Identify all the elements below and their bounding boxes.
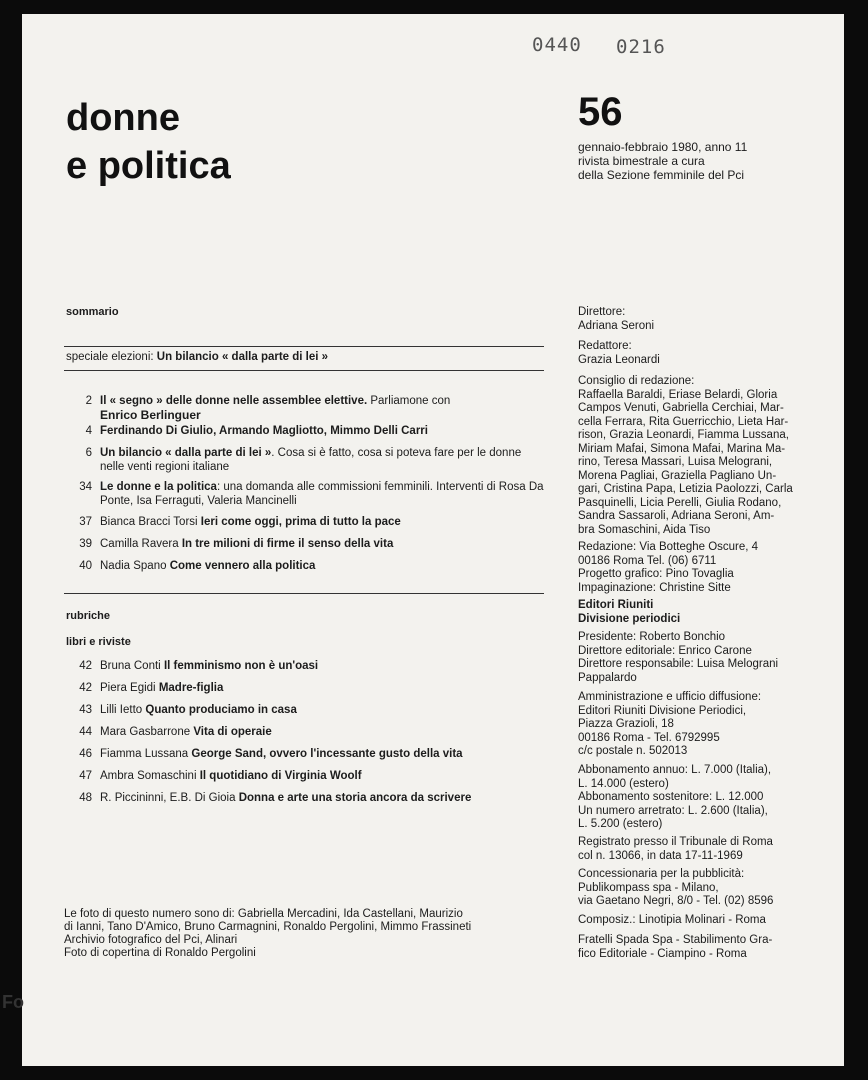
pubblicita-block <box>578 868 842 909</box>
photo-credits <box>64 908 554 960</box>
toc-desc: Parliamone con <box>367 395 451 407</box>
toc-page: 4 <box>85 425 92 437</box>
consiglio-line: gari, Cristina Papa, Letizia Paolozzi, Carla <box>578 483 793 495</box>
consiglio-block <box>578 375 842 537</box>
consiglio-line: Pasquinelli, Licia Perelli, Giulia Rodano, <box>578 496 782 509</box>
toc-page: 2 <box>85 395 92 407</box>
toc-item <box>62 446 546 474</box>
amministrazione-line: 00186 Roma - Tel. 6792995 <box>578 731 720 744</box>
editore-line: Editori Riuniti <box>578 599 654 611</box>
abbonamento-line: Un numero arretrato: L. 2.600 (Italia), <box>578 804 768 817</box>
credits-line: Foto di copertina di Ronaldo Pergolini <box>64 947 256 959</box>
registro-line: col n. 13066, in data 17-11-1969 <box>578 849 743 862</box>
toc-page: 39 <box>79 538 92 550</box>
consiglio-line: Miriam Mafai, Simona Mafai, Marina Ma- <box>578 442 786 455</box>
toc-title: Madre-figlia <box>158 682 224 694</box>
consiglio-line: Campos Venuti, Gabriella Cerchiai, Mar- <box>578 402 784 414</box>
toc-desc: . Cosa si è fatto, cosa si poteva fare per le donne nelle venti regioni italiane <box>100 447 522 473</box>
magazine-page <box>22 14 844 1066</box>
toc-title: Vita di operaie <box>193 726 272 738</box>
rule-special <box>64 370 544 371</box>
consiglio-line: cella Ferrara, Rita Guerricchio, Lieta Har- <box>578 415 789 428</box>
toc-title: Come vennero alla politica <box>169 560 316 572</box>
toc-title: In tre milioni di firme il senso della vita <box>181 538 394 550</box>
presidenza-block <box>578 631 842 685</box>
toc-author: Bruna Conti <box>100 660 164 672</box>
toc-author: Ambra Somaschini <box>100 770 200 782</box>
rubrica-item <box>62 791 546 805</box>
issue-number: 56 <box>578 90 623 134</box>
rubrica-item <box>62 703 546 717</box>
redattore-label: Redattore: <box>578 340 632 352</box>
direttore-block <box>578 306 842 333</box>
toc-item <box>62 480 546 508</box>
registro-block <box>578 836 842 863</box>
toc-author: Fiamma Lussana <box>100 748 192 760</box>
toc-title: Il quotidiano di Virginia Woolf <box>199 770 362 782</box>
rubrica-item <box>62 725 546 739</box>
amministrazione-line: c/c postale n. 502013 <box>578 745 688 757</box>
stampa-line: fico Editoriale - Ciampino - Roma <box>578 947 747 960</box>
redazione-line: Impaginazione: Christine Sitte <box>578 581 731 594</box>
redattore-block <box>578 340 842 367</box>
rule-rubriche <box>64 593 544 594</box>
toc-page: 44 <box>79 726 92 738</box>
sommario-label: sommario <box>66 306 119 318</box>
title-line-2: e politica <box>66 145 231 187</box>
toc-item <box>62 537 546 551</box>
abbonamento-line: Abbonamento sostenitore: L. 12.000 <box>578 791 764 803</box>
toc-author: Nadia Spano <box>100 560 170 572</box>
toc-title: Un bilancio « dalla parte di lei » <box>100 447 272 459</box>
masthead-title <box>66 94 231 190</box>
rubrica-item <box>62 659 546 673</box>
toc-page: 34 <box>79 481 92 493</box>
toc-item <box>62 424 546 438</box>
rule-top <box>64 346 544 347</box>
consiglio-line: Sandra Sassaroli, Adriana Seroni, Am- <box>578 510 775 522</box>
amministrazione-line: Amministrazione e ufficio diffusione: <box>578 691 762 703</box>
rubrica-item <box>62 769 546 783</box>
toc-title: Ieri come oggi, prima di tutto la pace <box>200 516 401 528</box>
toc-desc: : una domanda alle commissioni femminili. Interventi di Rosa Da Ponte, Isa Ferraguti, Valeria Mancinelli <box>100 481 544 507</box>
toc-page: 48 <box>79 792 92 804</box>
redazione-line: Progetto grafico: Pino Tovaglia <box>578 568 734 580</box>
toc-page: 46 <box>79 748 92 760</box>
toc-title: George Sand, ovvero l'incessante gusto della vita <box>191 748 463 760</box>
toc-author: R. Piccininni, E.B. Di Gioia <box>100 792 239 804</box>
toc-author: Mara Gasbarrone <box>100 726 194 738</box>
consiglio-line: bra Somaschini, Aida Tiso <box>578 523 711 536</box>
abbonamento-line: Abbonamento annuo: L. 7.000 (Italia), <box>578 764 772 776</box>
presidenza-line: Pappalardo <box>578 671 637 684</box>
toc-page: 47 <box>79 770 92 782</box>
redattore-name: Grazia Leonardi <box>578 353 660 366</box>
toc-title: Donna e arte una storia ancora da scrivere <box>238 792 472 804</box>
redazione-block <box>578 541 842 595</box>
presidenza-line: Direttore responsabile: Luisa Melograni <box>578 658 779 670</box>
toc-title-continued: Enrico Berlinguer <box>100 408 201 422</box>
title-line-1: donne <box>66 97 180 139</box>
presidenza-line: Direttore editoriale: Enrico Carone <box>578 644 752 657</box>
consiglio-line: rino, Teresa Massari, Luisa Melograni, <box>578 456 773 468</box>
issue-info <box>578 140 838 182</box>
abbonamento-line: L. 14.000 (estero) <box>578 777 669 790</box>
toc-title: Il femminismo non è un'oasi <box>163 660 319 672</box>
toc-page: 37 <box>79 516 92 528</box>
redazione-line: 00186 Roma Tel. (06) 6711 <box>578 554 717 567</box>
amministrazione-block <box>578 691 842 759</box>
consiglio-line: Morena Pagliai, Graziella Pagliano Un- <box>578 469 777 482</box>
issue-desc-1: rivista bimestrale a cura <box>578 154 705 168</box>
rubriche-label: rubriche <box>66 610 111 622</box>
toc-page: 42 <box>79 682 92 694</box>
rubrica-item <box>62 747 546 761</box>
special-section <box>66 350 328 364</box>
toc-page: 42 <box>79 660 92 672</box>
toc-item <box>62 394 546 423</box>
toc-author: Lilli Ietto <box>100 704 146 716</box>
libri-riviste-label: libri e riviste <box>66 636 131 648</box>
editore-line: Divisione periodici <box>578 612 681 625</box>
stampa-line: Fratelli Spada Spa - Stabilimento Gra- <box>578 934 773 946</box>
consiglio-line: Raffaella Baraldi, Eriase Belardi, Gloria <box>578 388 778 401</box>
toc-item <box>62 559 546 573</box>
watermark: Fo <box>2 992 24 1012</box>
special-prefix: speciale elezioni: <box>66 351 157 363</box>
toc-author: Piera Egidi <box>100 682 159 694</box>
registro-line: Registrato presso il Tribunale di Roma <box>578 836 773 848</box>
toc-page: 6 <box>85 447 92 459</box>
pubblicita-line: Publikompass spa - Milano, <box>578 881 719 894</box>
direttore-label: Direttore: <box>578 306 626 318</box>
credits-line: Archivio fotografico del Pci, Alinari <box>64 934 238 946</box>
pubblicita-line: Concessionaria per la pubblicità: <box>578 868 745 880</box>
credits-line: Le foto di questo numero sono di: Gabriella Mercadini, Ida Castellani, Maurizio <box>64 908 463 920</box>
editore-block <box>578 599 842 626</box>
amministrazione-line: Editori Riuniti Divisione Periodici, <box>578 704 747 717</box>
credits-line: di Ianni, Tano D'Amico, Bruno Carmagnini, Ronaldo Pergolini, Mimmo Frassineti <box>64 921 472 933</box>
issue-desc-2: della Sezione femminile del Pci <box>578 168 745 182</box>
composiz-line: Composiz.: Linotipia Molinari - Roma <box>578 914 766 926</box>
pubblicita-line: via Gaetano Negri, 8/0 - Tel. (02) 8596 <box>578 895 774 907</box>
direttore-name: Adriana Seroni <box>578 319 655 332</box>
toc-author: Bianca Bracci Torsi <box>100 516 201 528</box>
rubrica-item <box>62 681 546 695</box>
stampa-block <box>578 934 842 961</box>
consiglio-line: rison, Grazia Leonardi, Fiamma Lussana, <box>578 429 789 441</box>
toc-author: Camilla Ravera <box>100 538 182 550</box>
special-title: Un bilancio « dalla parte di lei » <box>156 351 329 363</box>
toc-page: 40 <box>79 560 92 572</box>
toc-title: Le donne e la politica <box>100 481 217 493</box>
issue-date: gennaio-febbraio 1980, anno 11 <box>578 140 748 154</box>
presidenza-line: Presidente: Roberto Bonchio <box>578 631 726 643</box>
archive-stamp-left: 0440 <box>532 34 582 56</box>
toc-item <box>62 515 546 529</box>
toc-title: Ferdinando Di Giulio, Armando Magliotto, Mimmo Delli Carri <box>100 425 428 437</box>
consiglio-label: Consiglio di redazione: <box>578 375 695 387</box>
archive-stamp-right: 0216 <box>616 36 666 58</box>
toc-page: 43 <box>79 704 92 716</box>
toc-title: Il « segno » delle donne nelle assemblee elettive. <box>100 395 368 407</box>
toc-title: Quanto produciamo in casa <box>145 704 297 716</box>
abbonamenti-block <box>578 764 842 832</box>
redazione-line: Redazione: Via Botteghe Oscure, 4 <box>578 541 759 553</box>
amministrazione-line: Piazza Grazioli, 18 <box>578 718 674 730</box>
abbonamento-line: L. 5.200 (estero) <box>578 818 663 830</box>
